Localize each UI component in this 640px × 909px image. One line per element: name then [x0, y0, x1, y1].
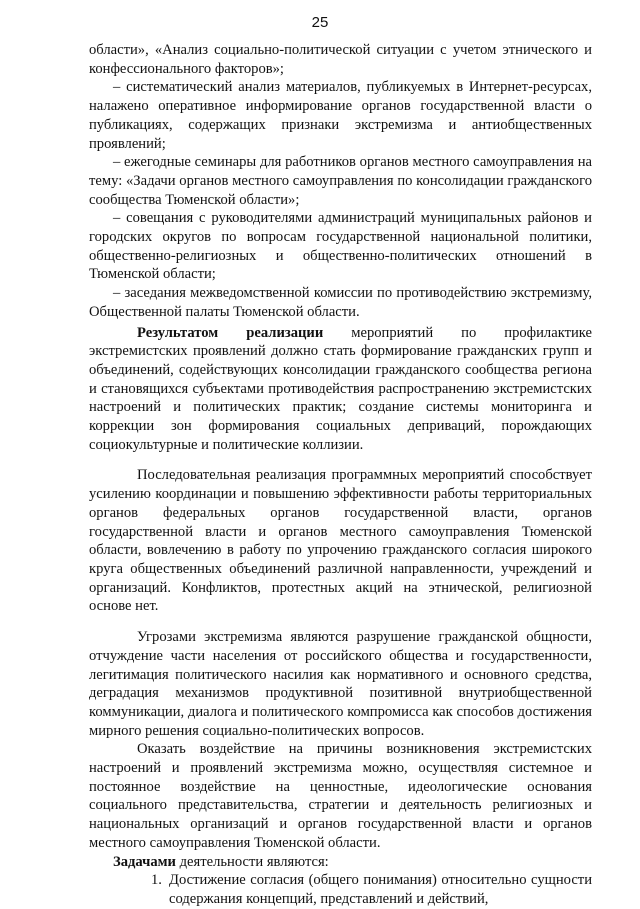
list-item-number: 1. [151, 872, 162, 889]
paragraph-tasks [89, 853, 592, 872]
paragraph-continuation: области», «Анализ социально-политической ситуации с учетом этнического и конфессионального факторов»; [89, 42, 592, 77]
list-item-text: Достижение согласия (общего понимания) относительно сущности содержания концепций, представлений и действий, [169, 872, 592, 907]
bullet-internet-analysis: – систематический анализ материалов, публикуемых в Интернет-ресурсах, налажено оперативное информирование органов государственной власти о публикациях, содержащих признаки экстремизма и антиобщественных проявлений; [89, 79, 592, 152]
paragraph-implementation: Последовательная реализация программных мероприятий способствует усилению координации и повышению эффективности работы территориальных органов федеральных органов государственной власти, органов государственной власти и органов местного самоуправления Тюменской области, вовлечению в работу по упрочению гражданского согласия широкого круга общественных объединений различной направленности, учреждений и организаций. Конфликтов, протестных акций на этнической, религиозной основе нет. [89, 467, 592, 615]
list-item [89, 871, 592, 908]
page-number: 25 [311, 14, 329, 31]
bullet-seminars: – ежегодные семинары для работников органов местного самоуправления на тему: «Задачи органов местного самоуправления по консолидации гражданского сообщества Тюменской области»; [89, 154, 592, 208]
bold-term-result: Результатом реализации [137, 324, 324, 341]
document-body [89, 41, 592, 909]
paragraph-threats: Угрозами экстремизма являются разрушение гражданской общности, отчуждение части населения от российского общества и государственности, легитимация политического насилия как нормативного и основного средства, деградация механизмов продуктивной позитивной внутриобщественной коммуникации, диалога и политического компромисса как способов достижения мирного решения социально-политических вопросов. [89, 629, 592, 739]
paragraph-tasks-text: деятельности являются: [175, 853, 329, 870]
paragraph-result-text: мероприятий по профилактике экстремистских проявлений должно стать формирование гражданских групп и объединений, содействующих консолидации гражданского сообщества региона и становящихся субъектами противодействия распространению экстремистских настроений и политических практик; создание системы мониторинга и коррекции зон формирования социальных деприваций, порождающих социокультурные и политические коллизии. [89, 324, 592, 453]
paragraph-result [89, 324, 592, 455]
paragraph-influence: Оказать воздействие на причины возникновения экстремистских настроений и проявлений экстремизма можно, осуществляя системное и постоянное воздействие на ценностные, идеологические основания социального представительства, стратегии и деятельность религиозных и национальных организаций и органов государственной власти и органов местного самоуправления Тюменской области. [89, 741, 592, 851]
bold-term-tasks: Задачами [113, 853, 176, 870]
bullet-meetings: – совещания с руководителями администраций муниципальных районов и городских округов по вопросам государственной национальной политики, общественно-религиозных и общественно-политических отношений в Тюменской области; [89, 210, 592, 283]
bullet-commission: – заседания межведомственной комиссии по противодействию экстремизму, Общественной палаты Тюменской области. [89, 285, 592, 320]
